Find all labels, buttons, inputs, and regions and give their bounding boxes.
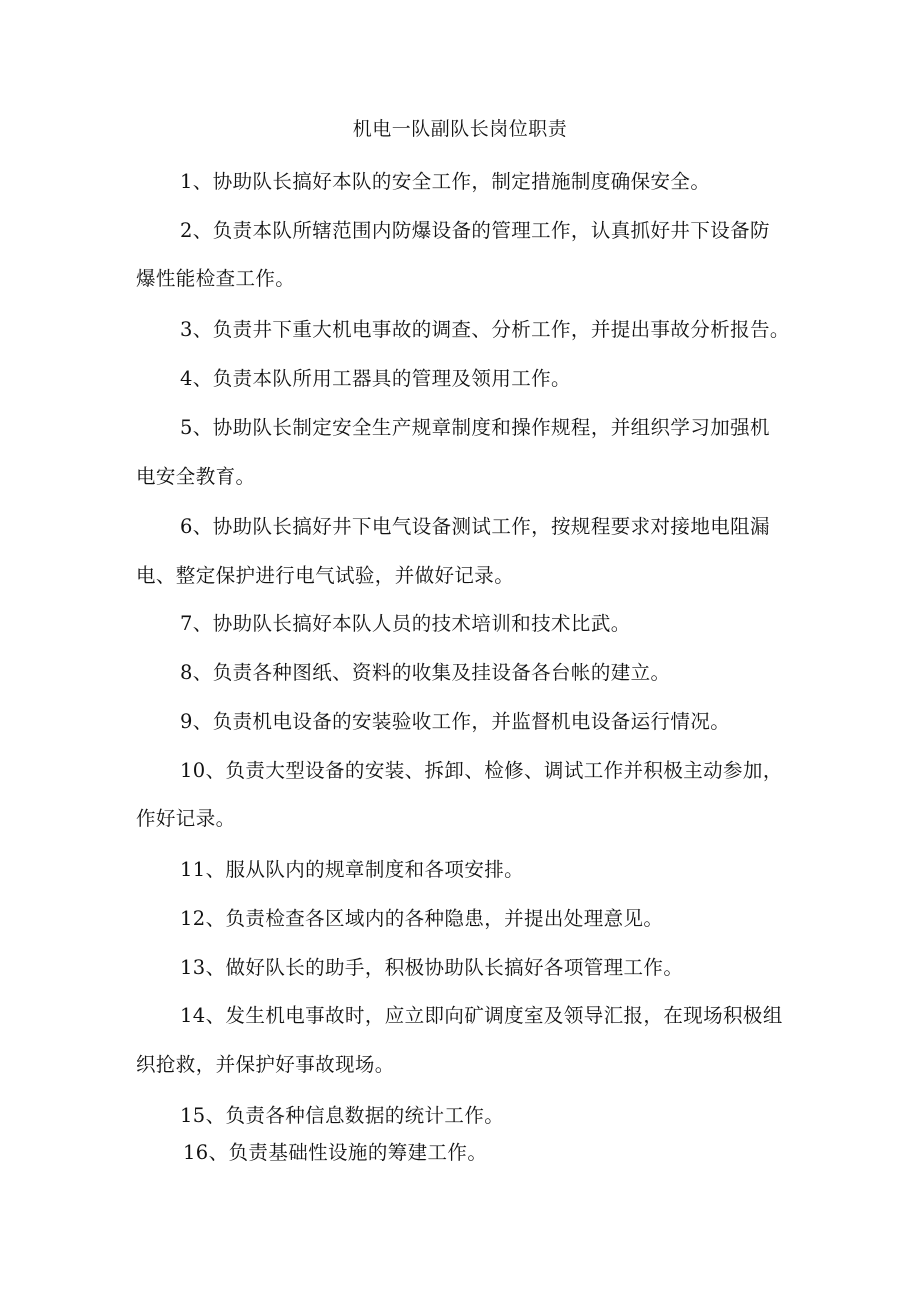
item-text: 负责本队所用工器具的管理及领用工作。 [212,367,571,390]
list-item-15 [180,1103,504,1129]
item-text: 负责基础性设施的筹建工作。 [228,1141,488,1164]
item-text: 协助队长搞好本队人员的技术培训和技术比武。 [212,612,631,635]
item-number: 7、 [180,612,213,635]
item-text: 协助队长制定安全生产规章制度和操作规程，并组织学习加强机 [212,416,770,439]
list-item-10-continuation: 作好记录。 [136,807,236,830]
list-item-5 [180,415,770,441]
item-number: 8、 [180,661,213,684]
item-number: 9、 [180,710,213,733]
list-item-6 [180,514,770,540]
item-text: 服从队内的规章制度和各项安排。 [225,858,525,881]
list-item-13 [180,955,683,981]
item-number: 5、 [180,416,213,439]
item-number: 15、 [180,1104,226,1127]
item-number: 4、 [180,367,213,390]
item-text: 协助队长搞好井下电气设备测试工作，按规程要求对接地电阻漏 [212,515,770,538]
item-number: 12、 [180,907,226,930]
item-text: 负责各种信息数据的统计工作。 [225,1104,505,1127]
page-title: 机电一队副队长岗位职责 [352,118,568,140]
item-number: 1、 [180,170,213,193]
item-text: 负责检查各区域内的各种隐患，并提出处理意见。 [225,907,664,930]
item-text: 负责本队所辖范围内防爆设备的管理工作，认真抓好井下设备防 [212,219,770,242]
list-item-10 [180,758,783,784]
list-item-5-continuation: 电安全教育。 [136,465,256,488]
item-number: 11、 [180,858,226,881]
item-text: 负责机电设备的安装验收工作，并监督机电设备运行情况。 [212,710,731,733]
list-item-8 [180,660,670,686]
item-number: 16、 [183,1141,229,1164]
item-text: 做好队长的助手，积极协助队长搞好各项管理工作。 [225,956,684,979]
item-number: 6、 [180,515,213,538]
item-text: 负责各种图纸、资料的收集及挂设备各台帐的建立。 [212,661,671,684]
item-number: 3、 [180,318,213,341]
item-text: 负责井下重大机电事故的调查、分析工作，并提出事故分析报告。 [212,318,790,341]
item-text: 发生机电事故时，应立即向矿调度室及领导汇报，在现场积极组 [225,1004,783,1027]
list-item-14 [180,1003,783,1029]
list-item-9 [180,709,730,735]
item-number: 10、 [180,759,226,782]
list-item-16 [183,1140,487,1166]
list-item-4 [180,366,571,392]
list-item-6-continuation: 电、整定保护进行电气试验，并做好记录。 [136,564,515,587]
item-number: 13、 [180,956,226,979]
list-item-7 [180,611,631,637]
item-number: 2、 [180,219,213,242]
item-text: 负责大型设备的安装、拆卸、检修、调试工作并积极主动参加， [225,759,783,782]
list-item-3 [180,317,790,343]
list-item-14-continuation: 织抢救，并保护好事故现场。 [136,1053,395,1076]
list-item-2 [180,218,770,244]
item-text: 协助队长搞好本队的安全工作，制定措施制度确保安全。 [212,170,711,193]
list-item-12 [180,906,663,932]
list-item-1 [180,169,710,195]
item-number: 14、 [180,1004,226,1027]
list-item-2-continuation: 爆性能检查工作。 [136,267,296,290]
list-item-11 [180,857,524,883]
